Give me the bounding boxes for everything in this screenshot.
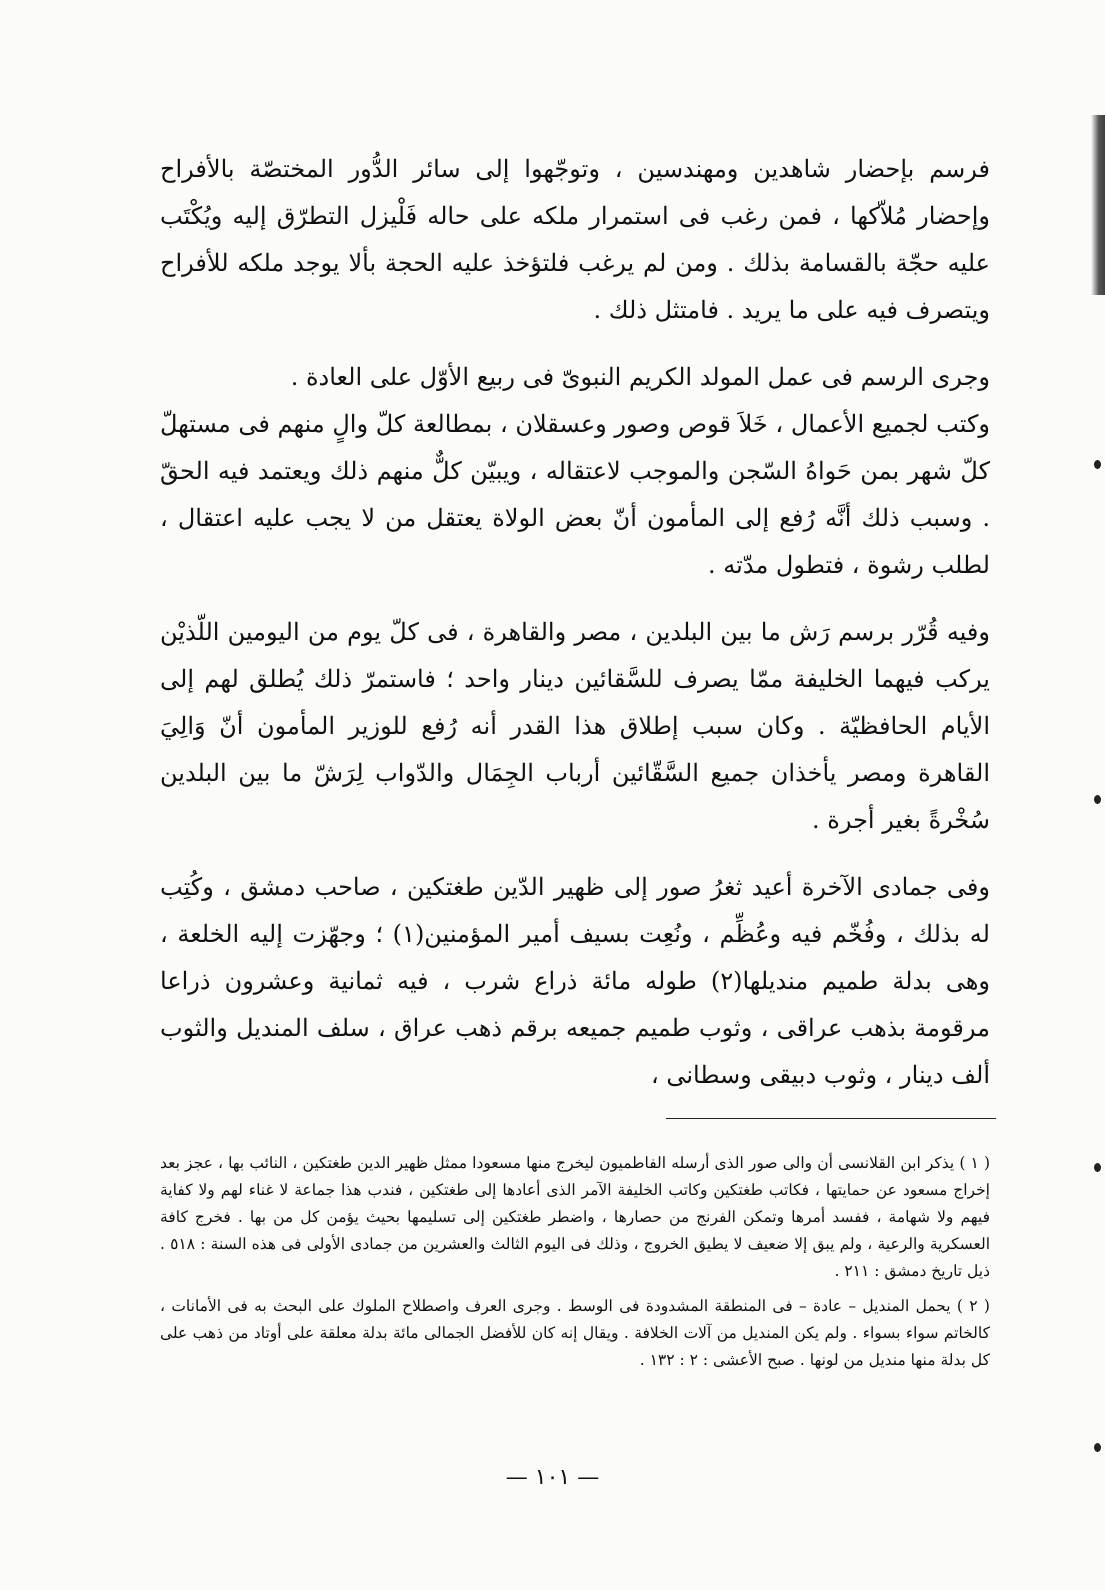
- footnote: ( ٢ ) يحمل المنديل – عادة – فى المنطقة المشدودة فى الوسط . وجرى العرف واصطلاح الملوك على البحث به فى الأمانات ، كالخاتم سواء بسواء . ولم يكن المنديل من آلات الخلافة . ويقال إنه كان للأفضل الجمالى مائة بدلة معلقة على أوتاد من ذهب على كل بدلة منها منديل من لونها . صبح الأعشى : ٢ : ١٣٢ .: [160, 1297, 990, 1369]
- scan-mark: [1094, 1163, 1101, 1172]
- paragraph: فرسم بإحضار شاهدين ومهندسين ، وتوجّهوا إلى سائر الدُّور المختصّة بالأفراح وإحضار مُلاّكها ، فمن رغب فى استمرار ملكه على حاله فَلْيزل التطرّق إليه ويُكْتَب عليه حجّة بالقسامة بذلك . ومن لم يرغب فلتؤخذ عليه الحجة بألا يوجد ملكه للأفراح ويتصرف فيه على ما يريد . فامتثل ذلك .: [160, 155, 990, 324]
- scan-mark: [1094, 1443, 1101, 1452]
- page-number: — ١٠١ —: [505, 1465, 600, 1490]
- paragraph: وجرى الرسم فى عمل المولد الكريم النبوىّ فى ربيع الأوّل على العادة .: [290, 363, 990, 391]
- paragraph: وفيه قُرّر برسم رَش ما بين البلدين ، مصر والقاهرة ، فى كلّ يوم من اليومين اللّذيْن يركب فيهما الخليفة ممّا يصرف للسَّقائين دينار واحد ؛ فاستمرّ ذلك يُطلق لهم إلى الأيام الحافظيّة . وكان سبب إطلاق هذا القدر أنه رُفع للوزير المأمون أنّ وَالِيَ القاهرة ومصر يأخذان جميع السَّقّائين أرباب الجِمَال والدّواب لِرَشّ ما بين البلدين سُخْرةً بغير أجرة .: [160, 618, 990, 834]
- main-text: [160, 146, 990, 1099]
- scan-mark: [1094, 460, 1101, 469]
- scan-edge-shadow: [1091, 115, 1105, 295]
- footnotes: [160, 1150, 990, 1374]
- paragraph: وكتب لجميع الأعمال ، خَلاَ قوص وصور وعسقلان ، بمطالعة كلّ والٍ منهم فى مستهلّ كلّ شهر بمن حَواهُ السّجن والموجب لاعتقاله ، ويبيّن كلٌّ منهم ذلك ويعتمد فيه الحقّ . وسبب ذلك أنَّه رُفع إلى المأمون أنّ بعض الولاة يعتقل من لا يجب عليه اعتقال ، لطلب رشوة ، فتطول مدّته .: [160, 410, 990, 579]
- paragraph: وفى جمادى الآخرة أعيد ثغرُ صور إلى ظهير الدّين طغتكين ، صاحب دمشق ، وكُتِب له بذلك ، وفُخّم فيه وعُظِّم ، ونُعِت بسيف أمير المؤمنين(١) ؛ وجهّزت إليه الخلعة ، وهى بدلة طميم منديلها(٢) طوله مائة ذراع شرب ، فيه ثمانية وعشرون ذراعا مرقومة بذهب عراقى ، وثوب طميم جميعه برقم ذهب عراق ، سلف المنديل والثوب ألف دينار ، وثوب دبيقى وسطانى ،: [160, 873, 991, 1089]
- scan-mark: [1094, 795, 1101, 804]
- footnote-divider: [666, 1118, 996, 1119]
- footnote: ( ١ ) يذكر ابن القلانسى أن والى صور الذى أرسله الفاطميون ليخرج منها مسعودا ممثل ظهير الدين طغتكين ، النائب بها ، عجز بعد إخراج مسعود عن حمايتها ، فكاتب طغتكين وكاتب الخليفة الآمر الذى أعادها إلى طغتكين ، فندب هذا جماعة لا غناء لهم ولا كفاية فيهم ولا شهامة ، ففسد أمرها وتمكن الفرنج من حصارها ، واضطر طغتكين إلى تسليمها بحيث يؤمن كل من بها . فخرج كافة العسكرية والرعية ، ولم يبق إلا ضعيف لا يطيق الخروج ، وذلك فى اليوم الثالث والعشرين من جمادى الأولى فى هذه السنة : ٥١٨ . ذيل تاريخ دمشق : ٢١١ .: [160, 1154, 991, 1280]
